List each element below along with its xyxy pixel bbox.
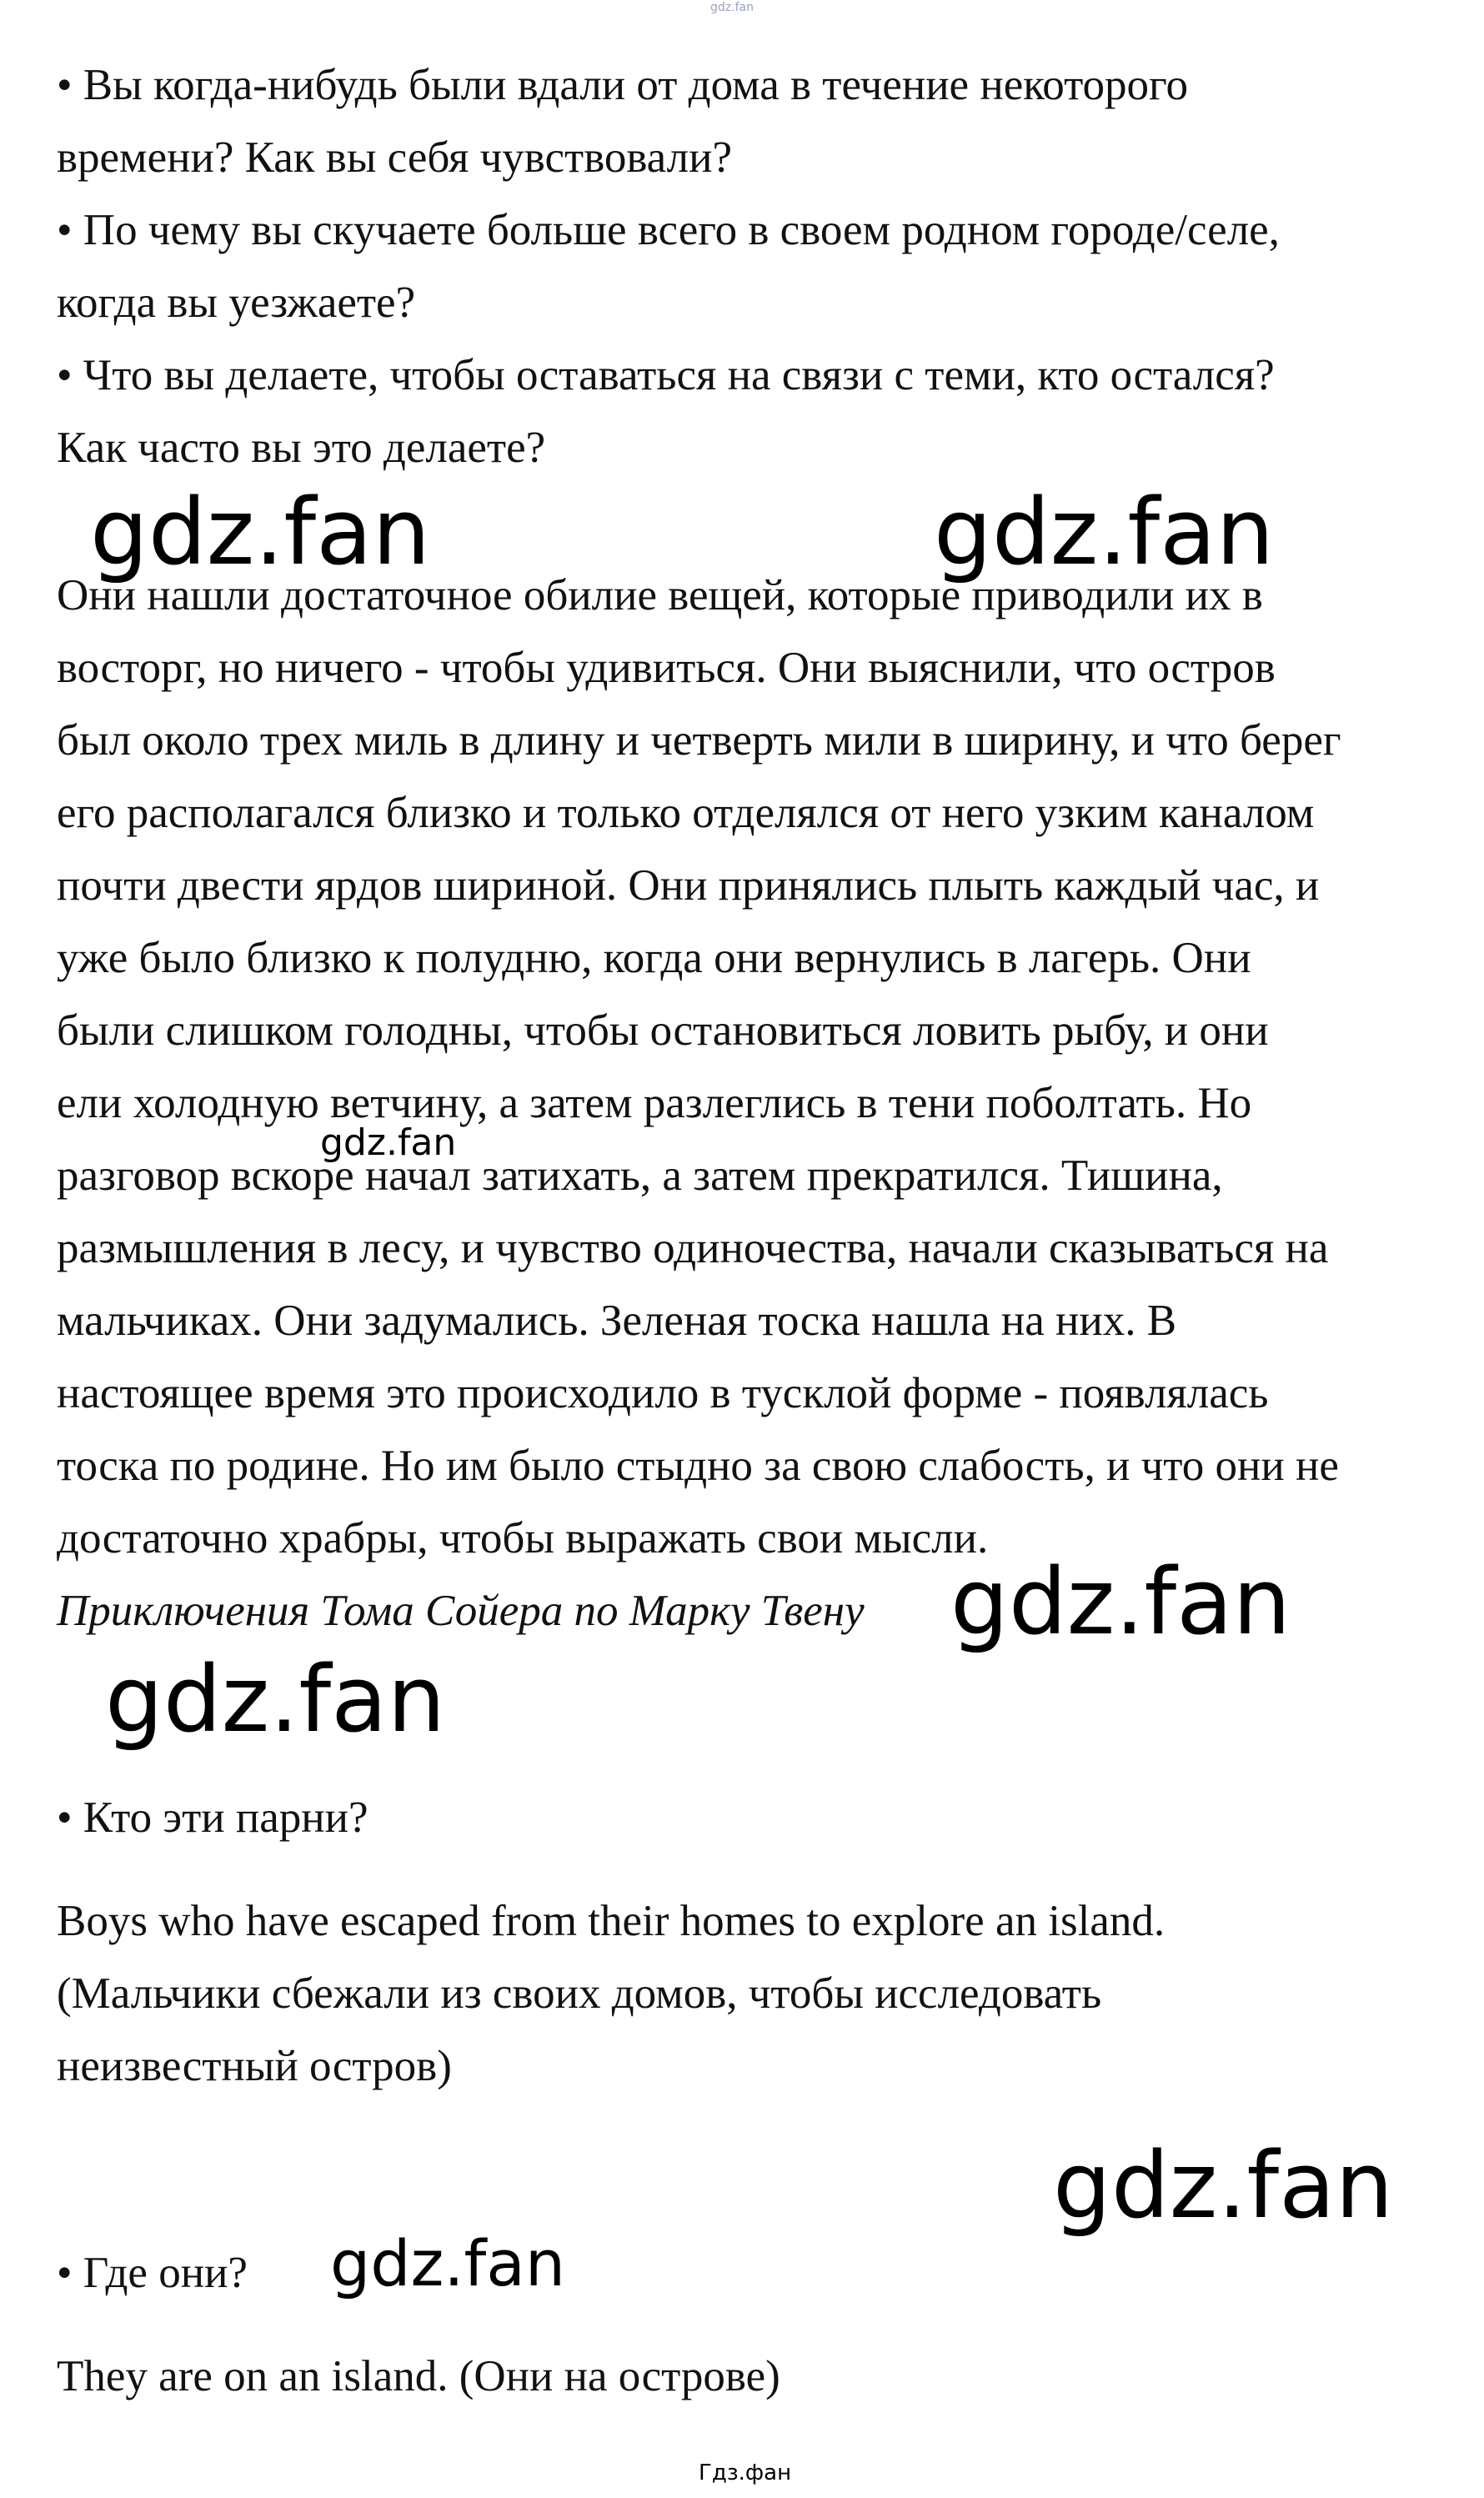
passage-line: уже было близко к полудню, когда они вернулись в лагерь. Они <box>57 934 1251 982</box>
passage-line: ели холодную ветчину, а затем разлеглись в тени поболтать. Но <box>57 1079 1252 1127</box>
answer-line: неизвестный остров) <box>57 2042 452 2090</box>
watermark: gdz.fan <box>330 2226 566 2300</box>
passage-line: был около трех миль в длину и четверть мили в ширину, и что берег <box>57 716 1341 765</box>
source-attribution: Приключения Тома Сойера по Марку Твену <box>57 1587 865 1635</box>
watermark: gdz.fan <box>90 479 431 585</box>
passage-line: разговор вскоре начал затихать, а затем прекратился. Тишина, <box>57 1151 1223 1200</box>
passage-line: достаточно храбры, чтобы выражать свои мысли. <box>57 1514 989 1563</box>
watermark: gdz.fan <box>105 1646 446 1753</box>
intro-line: времени? Как вы себя чувствовали? <box>57 133 733 182</box>
answer-line: They are on an island. (Они на острове) <box>57 2352 780 2400</box>
intro-line: когда вы уезжаете? <box>57 278 416 327</box>
passage-line: почти двести ярдов шириной. Они принялись плыть каждый час, и <box>57 861 1320 910</box>
passage-line: тоска по родине. Но им было стыдно за свою слабость, и что они не <box>57 1442 1339 1490</box>
answer-line: (Мальчики сбежали из своих домов, чтобы исследовать <box>57 1969 1102 2018</box>
watermark: gdz.fan <box>950 1548 1291 1655</box>
question: • Где они? <box>57 2249 248 2297</box>
passage-line: мальчиках. Они задумались. Зеленая тоска нашла на них. В <box>57 1297 1177 1345</box>
watermark: gdz.fan <box>1053 2132 1394 2239</box>
passage-line: настоящее время это происходило в тусклой форме - появлялась <box>57 1369 1269 1417</box>
intro-line: Как часто вы это делаете? <box>57 424 546 472</box>
passage-line: были слишком голодны, чтобы остановиться ловить рыбу, и они <box>57 1006 1269 1055</box>
intro-line: • Вы когда-нибудь были вдали от дома в течение некоторого <box>57 61 1188 109</box>
watermark: gdz.fan <box>320 1121 457 1164</box>
passage-line: размышления в лесу, и чувство одиночества, начали сказываться на <box>57 1224 1329 1272</box>
passage-line: Они нашли достаточное обилие вещей, которые приводили их в <box>57 571 1263 619</box>
watermark-bottom: Гдз.фан <box>699 2460 792 2485</box>
answer-line: Boys who have escaped from their homes to explore an island. <box>57 1897 1166 1945</box>
watermark-top: gdz.fan <box>710 1 754 14</box>
question: • Кто эти парни? <box>57 1793 368 1842</box>
passage-line: восторг, но ничего - чтобы удивиться. Они выяснили, что остров <box>57 644 1276 692</box>
watermark: gdz.fan <box>934 479 1275 585</box>
passage-line: его располагался близко и только отделялся от него узким каналом <box>57 789 1315 837</box>
intro-line: • По чему вы скучаете больше всего в своем родном городе/селе, <box>57 206 1280 254</box>
intro-line: • Что вы делаете, чтобы оставаться на связи с теми, кто остался? <box>57 351 1275 399</box>
